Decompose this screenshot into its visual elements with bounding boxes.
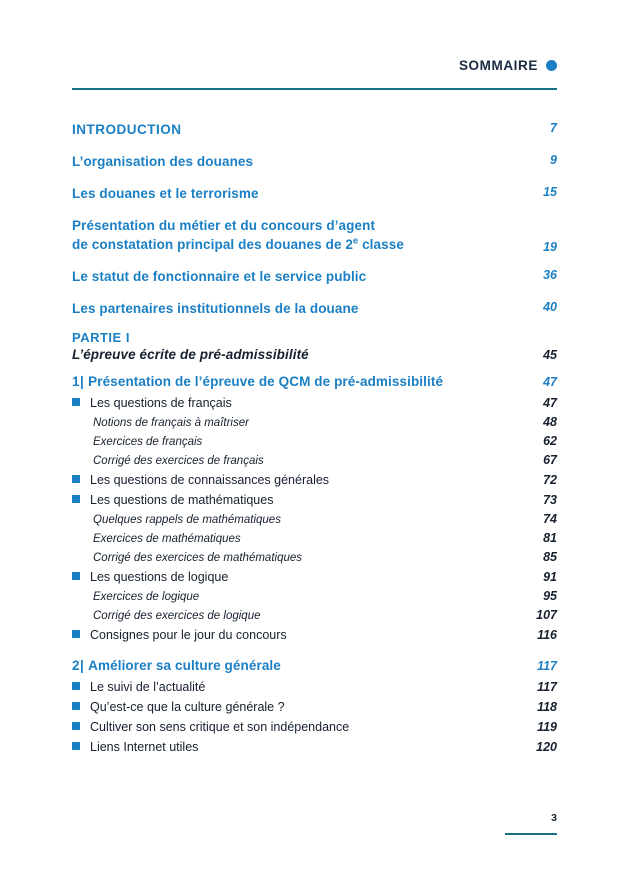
toc-sub-label: Exercices de français bbox=[93, 436, 203, 448]
toc-bullet-left bbox=[72, 491, 273, 509]
square-bullet-icon bbox=[72, 398, 80, 406]
toc-sub-label: Notions de français à maîtriser bbox=[93, 417, 249, 429]
section-separator: | bbox=[80, 374, 85, 389]
toc-sub-label: Exercices de logique bbox=[93, 591, 200, 603]
toc-sub-item[interactable] bbox=[72, 433, 557, 452]
toc-entry[interactable] bbox=[72, 152, 557, 171]
toc-item-label: Cultiver son sens critique et son indépendance bbox=[90, 720, 350, 734]
toc-item-label: Consignes pour le jour du concours bbox=[90, 628, 287, 642]
part-block bbox=[72, 330, 557, 758]
toc-item-page: 120 bbox=[536, 740, 557, 754]
part-title: L’épreuve écrite de pré-admissibilité bbox=[72, 347, 309, 362]
header-divider bbox=[72, 88, 557, 90]
toc-item-page: 117 bbox=[537, 680, 557, 694]
toc-sub-label: Corrigé des exercices de mathématiques bbox=[93, 552, 303, 564]
toc-bullet-item[interactable] bbox=[72, 738, 557, 758]
toc-sub-item[interactable] bbox=[72, 414, 557, 433]
toc-sub-page: 95 bbox=[543, 589, 557, 603]
toc-sub-page: 107 bbox=[536, 608, 557, 622]
toc-item-page: 118 bbox=[537, 700, 557, 714]
toc-bullet-item[interactable] bbox=[72, 698, 557, 718]
toc-entry-page: 7 bbox=[550, 121, 557, 135]
square-bullet-icon bbox=[72, 702, 80, 710]
section-number: 2 bbox=[72, 658, 81, 673]
toc-bullet-left bbox=[72, 678, 205, 696]
toc-sub-item[interactable] bbox=[72, 511, 557, 530]
toc-entry[interactable] bbox=[72, 120, 557, 139]
section-heading-2[interactable] bbox=[72, 658, 557, 673]
footer-divider bbox=[505, 833, 557, 835]
toc-bullet-item[interactable] bbox=[72, 626, 557, 646]
section-number: 1 bbox=[72, 374, 81, 389]
toc-item-label: Le suivi de l’actualité bbox=[90, 680, 206, 694]
toc-sub-label: Corrigé des exercices de logique bbox=[93, 610, 261, 622]
toc-sub-item[interactable] bbox=[72, 588, 557, 607]
toc-entry-label bbox=[72, 216, 404, 254]
toc-entry-label-line2-after: classe bbox=[358, 237, 404, 252]
toc-entry-label-line2 bbox=[72, 237, 404, 252]
page-header bbox=[72, 58, 557, 73]
part-page: 45 bbox=[543, 348, 557, 362]
square-bullet-icon bbox=[72, 722, 80, 730]
toc-sub-item[interactable] bbox=[72, 530, 557, 549]
toc-item-label: Liens Internet utiles bbox=[90, 740, 199, 754]
front-matter-list bbox=[72, 120, 557, 331]
toc-entry[interactable] bbox=[72, 184, 557, 203]
toc-entry[interactable] bbox=[72, 267, 557, 286]
toc-item-page: 47 bbox=[543, 396, 557, 410]
section-page: 47 bbox=[543, 375, 557, 389]
toc-sub-page: 48 bbox=[543, 415, 557, 429]
toc-entry[interactable] bbox=[72, 299, 557, 318]
toc-sub-page: 74 bbox=[543, 512, 557, 526]
part-title-row[interactable] bbox=[72, 347, 557, 362]
section-heading-label bbox=[72, 374, 443, 389]
toc-entry-page: 36 bbox=[543, 268, 557, 282]
toc-entry-page: 19 bbox=[543, 240, 557, 254]
part-kicker: PARTIE I bbox=[72, 330, 130, 345]
square-bullet-icon bbox=[72, 682, 80, 690]
toc-sub-item[interactable] bbox=[72, 549, 557, 568]
toc-entry-label-line1: Présentation du métier et du concours d’agent bbox=[72, 218, 376, 233]
toc-bullet-left bbox=[72, 471, 329, 489]
toc-bullet-left bbox=[72, 626, 287, 644]
toc-sub-page: 67 bbox=[543, 453, 557, 467]
filled-circle-icon bbox=[546, 60, 557, 71]
folio-number: 3 bbox=[551, 812, 557, 824]
toc-sub-page: 85 bbox=[543, 550, 557, 564]
toc-bullet-left bbox=[72, 394, 232, 412]
section-title: Améliorer sa culture générale bbox=[88, 658, 281, 673]
toc-sub-label: Quelques rappels de mathématiques bbox=[93, 514, 281, 526]
section-heading-label bbox=[72, 658, 281, 673]
toc-item-label: Les questions de logique bbox=[90, 570, 229, 584]
header-title: SOMMAIRE bbox=[458, 58, 538, 73]
toc-entry-label: INTRODUCTION bbox=[72, 122, 182, 137]
toc-item-page: 116 bbox=[537, 628, 557, 642]
square-bullet-icon bbox=[72, 475, 80, 483]
toc-entry-label-line2-before: de constatation principal des douanes de 2 bbox=[72, 237, 354, 252]
toc-sub-page: 81 bbox=[543, 531, 557, 545]
toc-bullet-item[interactable] bbox=[72, 568, 557, 588]
square-bullet-icon bbox=[72, 742, 80, 750]
square-bullet-icon bbox=[72, 495, 80, 503]
toc-sub-page: 62 bbox=[543, 434, 557, 448]
toc-entry-label: Les douanes et le terrorisme bbox=[72, 186, 259, 201]
toc-entry[interactable] bbox=[72, 216, 557, 254]
square-bullet-icon bbox=[72, 572, 80, 580]
toc-entry-page: 15 bbox=[543, 185, 557, 199]
toc-item-label: Les questions de connaissances générales bbox=[90, 473, 330, 487]
toc-item-page: 72 bbox=[543, 473, 557, 487]
toc-item-page: 119 bbox=[537, 720, 557, 734]
toc-sub-label: Exercices de mathématiques bbox=[93, 533, 241, 545]
toc-entry-label: Les partenaires institutionnels de la douane bbox=[72, 301, 359, 316]
toc-item-label: Les questions de français bbox=[90, 396, 232, 410]
toc-bullet-left bbox=[72, 698, 285, 716]
toc-bullet-left bbox=[72, 718, 349, 736]
toc-bullet-item[interactable] bbox=[72, 678, 557, 698]
toc-bullet-item[interactable] bbox=[72, 394, 557, 414]
toc-bullet-left bbox=[72, 738, 198, 756]
toc-item-page: 73 bbox=[543, 493, 557, 507]
toc-item-label: Qu’est-ce que la culture générale ? bbox=[90, 700, 285, 714]
ordinal-suffix: e bbox=[353, 235, 359, 246]
section-title: Présentation de l’épreuve de QCM de pré-admissibilité bbox=[88, 374, 444, 389]
toc-item-label: Les questions de mathématiques bbox=[90, 493, 274, 507]
toc-sub-label: Corrigé des exercices de français bbox=[93, 455, 264, 467]
toc-entry-label: L’organisation des douanes bbox=[72, 154, 254, 169]
toc-sub-item[interactable] bbox=[72, 607, 557, 626]
toc-bullet-item[interactable] bbox=[72, 491, 557, 511]
toc-bullet-item[interactable] bbox=[72, 471, 557, 491]
toc-bullet-item[interactable] bbox=[72, 718, 557, 738]
section-page: 117 bbox=[537, 659, 557, 673]
toc-sub-item[interactable] bbox=[72, 452, 557, 471]
toc-entry-page: 9 bbox=[550, 153, 557, 167]
square-bullet-icon bbox=[72, 630, 80, 638]
section-heading-1[interactable] bbox=[72, 374, 557, 389]
section-separator: | bbox=[80, 658, 85, 673]
toc-item-page: 91 bbox=[543, 570, 557, 584]
toc-entry-label: Le statut de fonctionnaire et le service public bbox=[72, 269, 367, 284]
toc-entry-page: 40 bbox=[543, 300, 557, 314]
toc-bullet-left bbox=[72, 568, 228, 586]
